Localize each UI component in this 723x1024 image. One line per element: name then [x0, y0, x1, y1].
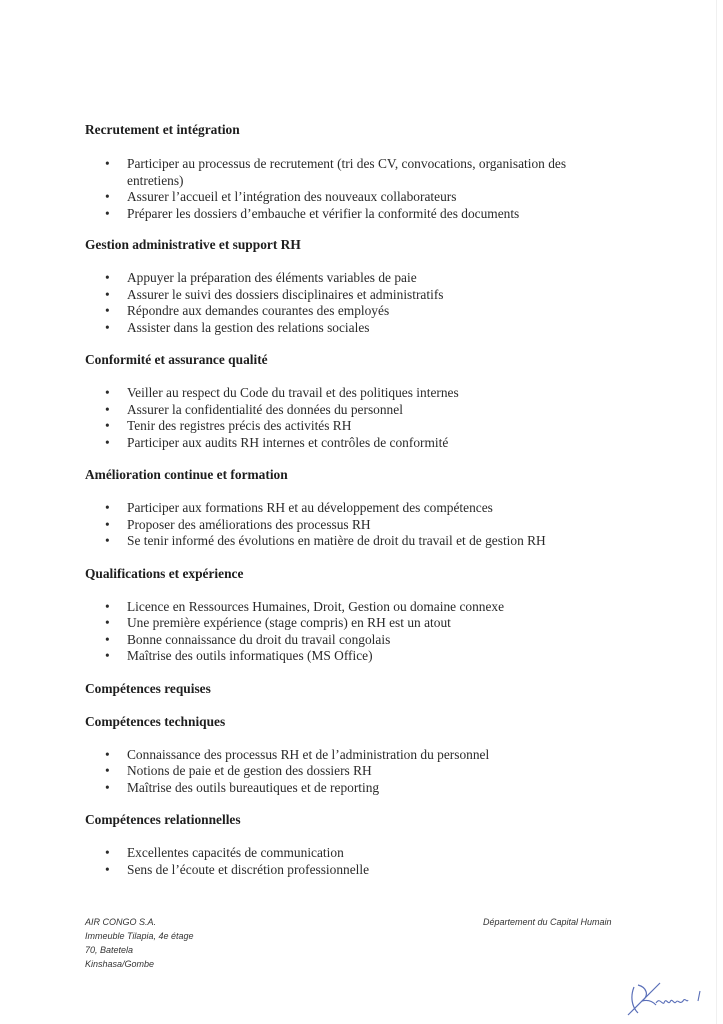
list-item: • Licence en Ressources Humaines, Droit, Gestion ou domaine connexe: [85, 599, 645, 616]
section-heading: Conformité et assurance qualité: [85, 352, 268, 367]
list-item: • Une première expérience (stage compris) en RH est un atout: [85, 615, 645, 632]
document-body: [85, 121, 645, 878]
list-item: • Assurer l’accueil et l’intégration des nouveaux collaborateurs: [85, 189, 645, 206]
section-conformite: [85, 351, 645, 451]
list-item: • Participer aux formations RH et au développement des compétences: [85, 500, 645, 517]
bullet-list: [85, 845, 645, 878]
bullet-list: [85, 599, 645, 665]
list-item: • Appuyer la préparation des éléments variables de paie: [85, 270, 645, 287]
footer-department: Département du Capital Humain: [483, 917, 612, 927]
list-item: • Proposer des améliorations des processus RH: [85, 517, 645, 534]
section-gestion-administrative: [85, 236, 645, 336]
section-heading: Compétences relationnelles: [85, 812, 241, 827]
footer-city: Kinshasa/Gombe: [85, 959, 155, 969]
list-item: • Maîtrise des outils informatiques (MS Office): [85, 648, 645, 665]
list-item: • Participer aux audits RH internes et contrôles de conformité: [85, 435, 645, 452]
section-recrutement: [85, 121, 645, 222]
handwritten-signature: [620, 975, 710, 1020]
section-qualifications: [85, 565, 645, 665]
section-amelioration: [85, 466, 645, 550]
competences-heading: Compétences requises: [85, 680, 211, 696]
list-item: • Participer au processus de recrutement (tri des CV, convocations, organisation des entretiens): [85, 156, 645, 189]
footer-address: [85, 915, 193, 971]
section-heading: Gestion administrative et support RH: [85, 237, 301, 252]
section-heading: Recrutement et intégration: [85, 122, 240, 137]
section-heading: Amélioration continue et formation: [85, 467, 288, 482]
list-item: • Assurer le suivi des dossiers disciplinaires et administratifs: [85, 287, 645, 304]
section-heading: Compétences techniques: [85, 713, 226, 729]
bullet-list: [85, 270, 645, 336]
bullet-list: [85, 156, 645, 222]
list-item: • Assurer la confidentialité des données du personnel: [85, 402, 645, 419]
list-item: • Bonne connaissance du droit du travail congolais: [85, 632, 645, 649]
section-competences-relationnelles: [85, 811, 645, 878]
list-item: • Sens de l’écoute et discrétion professionnelle: [85, 862, 645, 879]
bullet-list: [85, 500, 645, 550]
page-edge-divider: [716, 0, 717, 1024]
section-heading: Qualifications et expérience: [85, 565, 244, 581]
bullet-list: [85, 747, 645, 797]
list-item: • Notions de paie et de gestion des dossiers RH: [85, 763, 645, 780]
list-item: • Connaissance des processus RH et de l’administration du personnel: [85, 747, 645, 764]
footer-street: 70, Batetela: [85, 945, 134, 955]
list-item: • Se tenir informé des évolutions en matière de droit du travail et de gestion RH: [85, 533, 645, 550]
list-item: • Maîtrise des outils bureautiques et de reporting: [85, 780, 645, 797]
list-item: • Excellentes capacités de communication: [85, 845, 645, 862]
list-item: • Veiller au respect du Code du travail et des politiques internes: [85, 385, 645, 402]
footer-company: AIR CONGO S.A.: [85, 917, 157, 927]
list-item: • Répondre aux demandes courantes des employés: [85, 303, 645, 320]
list-item: • Tenir des registres précis des activités RH: [85, 418, 645, 435]
list-item: • Préparer les dossiers d’embauche et vérifier la conformité des documents: [85, 206, 645, 223]
bullet-list: [85, 385, 645, 451]
section-competences-techniques: [85, 713, 645, 797]
list-item: • Assister dans la gestion des relations sociales: [85, 320, 645, 337]
footer-building: Immeuble Tilapia, 4e étage: [85, 931, 194, 941]
